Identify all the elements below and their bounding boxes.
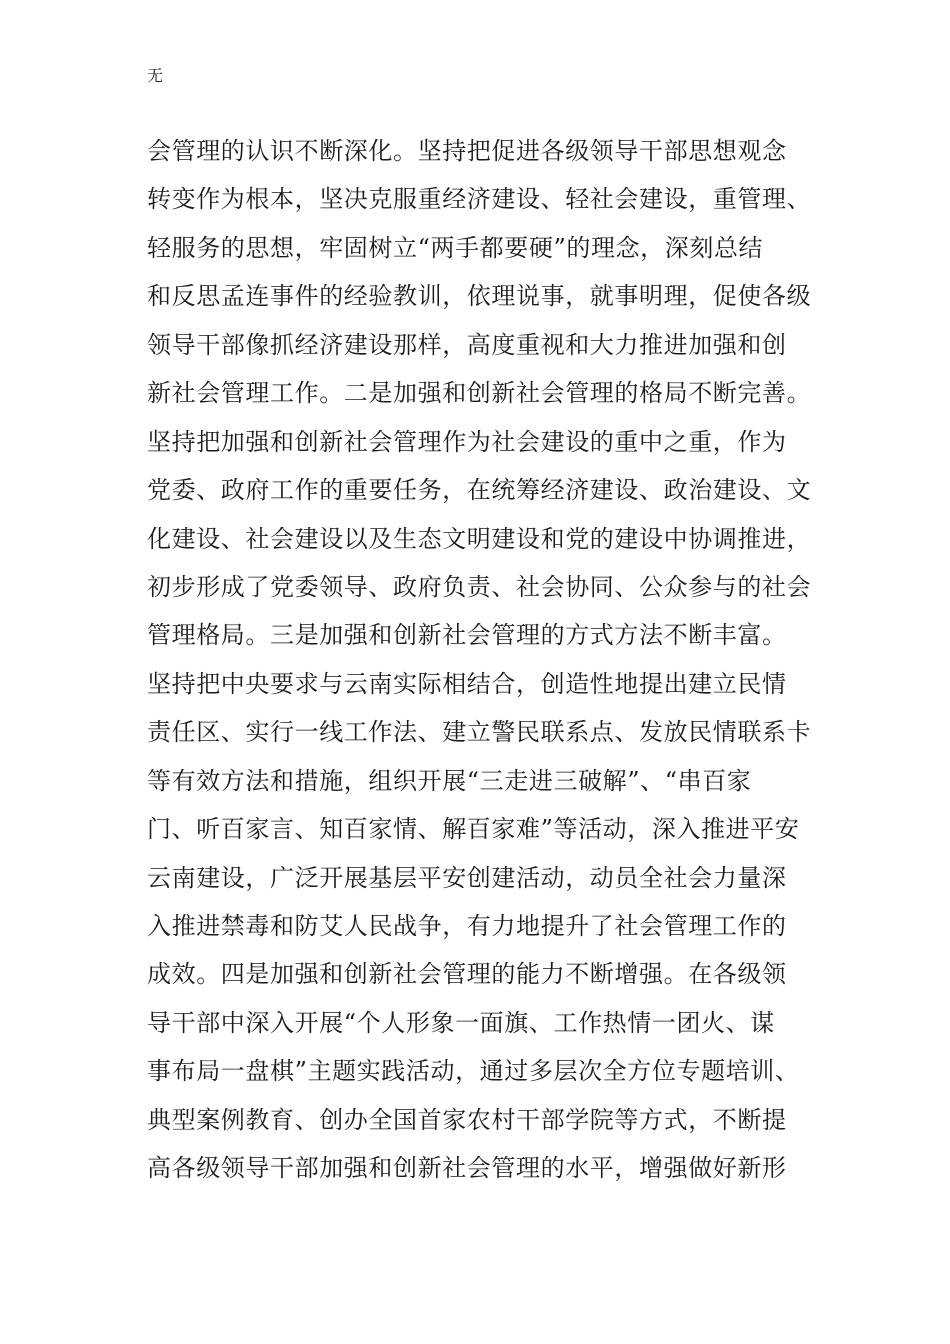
text-line: 管理格局。三是加强和创新社会管理的方式方法不断丰富。	[147, 621, 787, 650]
text-line: 党委、政府工作的重要任务，在统筹经济建设、政治建设、文	[147, 476, 812, 505]
text-line: 责任区、实行一线工作法、建立警民联系点、发放民情联系卡	[147, 718, 812, 747]
text-line: 导干部中深入开展“个人形象一面旗、工作热情一团火、谋	[147, 1008, 775, 1037]
text-line: 会管理的认识不断深化。坚持把促进各级领导干部思想观念	[147, 137, 787, 165]
text-line: 坚持把加强和创新社会管理作为社会建设的重中之重，作为	[147, 427, 787, 456]
text-line: 高各级领导干部加强和创新社会管理的水平，增强做好新形	[147, 1154, 787, 1183]
text-line: 云南建设，广泛开展基层平安创建活动，动员全社会力量深	[147, 863, 787, 892]
text-line: 化建设、社会建设以及生态文明建设和党的建设中协调推进，	[147, 524, 812, 553]
text-line: 入推进禁毒和防艾人民战争，有力地提升了社会管理工作的	[147, 912, 787, 940]
page-header-mark: 无	[147, 66, 164, 85]
document-body	[147, 127, 817, 1193]
text-line: 典型案例教育、创办全国首家农村干部学院等方式，不断提	[147, 1105, 787, 1134]
text-line: 转变作为根本，坚决克服重经济建设、轻社会建设，重管理、	[147, 185, 812, 214]
text-line: 事布局一盘棋”主题实践活动，通过多层次全方位专题培训、	[147, 1057, 800, 1086]
text-line: 轻服务的思想，牢固树立“两手都要硬”的理念，深刻总结	[147, 233, 764, 262]
text-line: 初步形成了党委领导、政府负责、社会协同、公众参与的社会	[147, 572, 812, 601]
text-line: 成效。四是加强和创新社会管理的能力不断增强。在各级领	[147, 960, 787, 989]
text-line: 坚持把中央要求与云南实际相结合，创造性地提出建立民情	[147, 669, 787, 698]
text-line: 新社会管理工作。二是加强和创新社会管理的格局不断完善。	[147, 379, 812, 408]
text-line: 领导干部像抓经济建设那样，高度重视和大力推进加强和创	[147, 330, 787, 359]
text-line: 和反思孟连事件的经验教训，依理说事，就事明理，促使各级	[147, 282, 812, 311]
text-line: 门、听百家言、知百家情、解百家难”等活动，深入推进平安	[147, 815, 800, 844]
text-line: 等有效方法和措施，组织开展“三走进三破解”、“串百家	[147, 766, 752, 795]
